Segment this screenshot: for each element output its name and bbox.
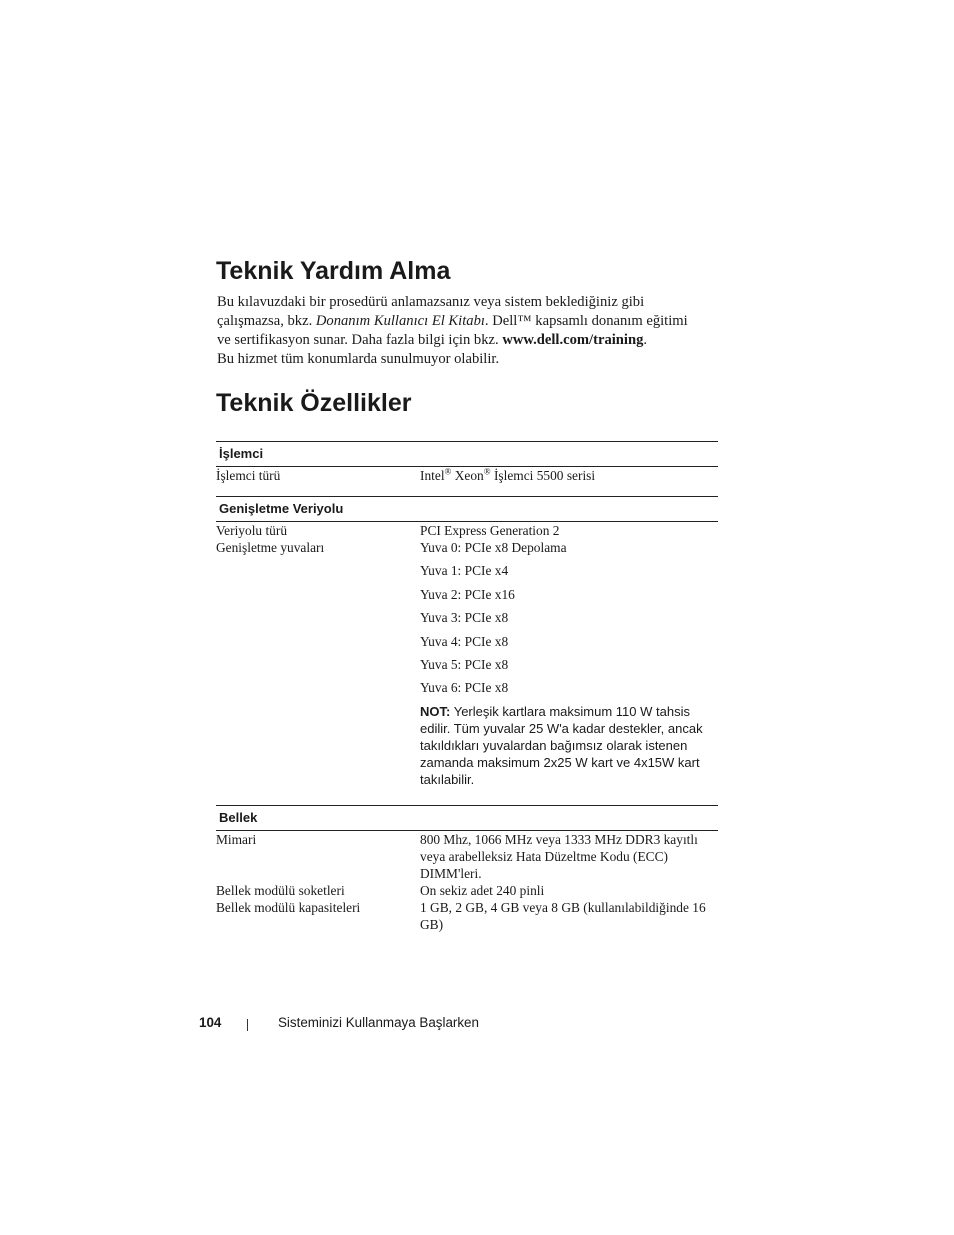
spec-label: Bellek modülü kapasiteleri: [216, 899, 361, 915]
section-title: İşlemci: [216, 442, 718, 467]
spec-label: Bellek modülü soketleri: [216, 882, 345, 898]
spec-row-memory-capacities: [216, 899, 718, 933]
section-spacer: [216, 484, 718, 497]
spec-row-bus-type: [216, 522, 718, 540]
slot-item: Yuva 6: PCIe x8: [420, 680, 509, 696]
intro-text: çalışmazsa, bkz.: [217, 313, 316, 329]
intro-line: [217, 350, 737, 369]
intro-line: [217, 331, 737, 350]
slot-item: Yuva 2: PCIe x16: [420, 586, 515, 602]
spec-row-memory-sockets: [216, 882, 718, 899]
page-footer: [0, 1015, 954, 1035]
section-header-memory: [216, 805, 718, 830]
page-number: 104: [199, 1015, 222, 1030]
section-spacer: [216, 788, 718, 806]
spec-value: [420, 830, 718, 882]
slot-item: Yuva 0: PCIe x8 Depolama: [420, 540, 567, 555]
value-part: Intel: [420, 468, 445, 483]
dell-training-link[interactable]: www.dell.com/training: [502, 332, 644, 348]
slot-item: Yuva 5: PCIe x8: [420, 656, 509, 672]
intro-line: [217, 293, 737, 312]
value-part: İşlemci 5500 serisi: [490, 468, 596, 483]
note-label: NOT:: [420, 703, 451, 719]
intro-text: Bu kılavuzdaki bir prosedürü anlamazsanız veya sistem beklediğiniz gibi: [217, 294, 645, 310]
value-part: Xeon: [451, 468, 484, 483]
intro-text: ve sertifikasyon sunar. Daha fazla bilgi için bkz.: [217, 332, 503, 348]
note-text: Yerleşik kartlara maksimum 110 W tahsis edilir. Tüm yuvalar 25 W'a kadar destekler, ancak takıldıkları yuvalardan bağımsız olarak istenen zamanda maksimum 2x25 W kart ve 4x15W kart takılabilir.: [420, 703, 703, 787]
intro-text: Bu hizmet tüm konumlarda sunulmuyor olabilir.: [217, 351, 500, 367]
spec-row-memory-architecture: [216, 830, 718, 882]
slot-item: Yuva 1: PCIe x4: [420, 563, 509, 579]
spec-label: Veriyolu türü: [216, 523, 288, 538]
registered-mark: ®: [483, 466, 491, 477]
support-intro-paragraph: [217, 293, 737, 369]
section-title: Bellek: [216, 805, 718, 830]
spec-label: Genişletme yuvaları: [216, 540, 325, 555]
intro-text: . Dell™ kapsamlı donanım eğitimi: [484, 313, 688, 329]
spec-value: [420, 539, 718, 788]
registered-mark: ®: [444, 466, 452, 477]
spec-value: On sekiz adet 240 pinli: [420, 882, 545, 898]
spec-value: [420, 467, 718, 485]
hardware-owners-manual-reference: Donanım Kullanıcı El Kitabı: [315, 313, 485, 329]
slot-item: Yuva 3: PCIe x8: [420, 610, 509, 626]
spec-row-processor-type: [216, 467, 718, 485]
specifications-table: [216, 441, 718, 933]
section-header-processor: [216, 442, 718, 467]
spec-label: İşlemci türü: [216, 468, 281, 483]
spec-label: Mimari: [216, 831, 257, 847]
intro-text: .: [643, 332, 648, 348]
value-text: 800 Mhz, 1066 MHz veya 1333 MHz DDR3 kayıtlı veya arabelleksiz Hata Düzeltme Kodu (ECC) DIMM'leri.: [420, 831, 698, 881]
spec-row-expansion-slots: [216, 539, 718, 788]
chapter-title: Sisteminizi Kullanmaya Başlarken: [278, 1015, 479, 1030]
intro-line: [217, 312, 737, 331]
spec-value: PCI Express Generation 2: [420, 523, 560, 538]
heading-technical-specifications: Teknik Özellikler: [216, 389, 412, 417]
section-header-expansion-bus: [216, 497, 718, 522]
slot-item: Yuva 4: PCIe x8: [420, 633, 509, 649]
value-text: 1 GB, 2 GB, 4 GB veya 8 GB (kullanılabildiğinde 16 GB): [420, 899, 706, 932]
note-block: [420, 703, 708, 788]
spec-value: [420, 899, 718, 933]
section-title: Genişletme Veriyolu: [216, 497, 718, 522]
footer-divider: [247, 1019, 248, 1031]
heading-technical-support: Teknik Yardım Alma: [216, 257, 451, 285]
